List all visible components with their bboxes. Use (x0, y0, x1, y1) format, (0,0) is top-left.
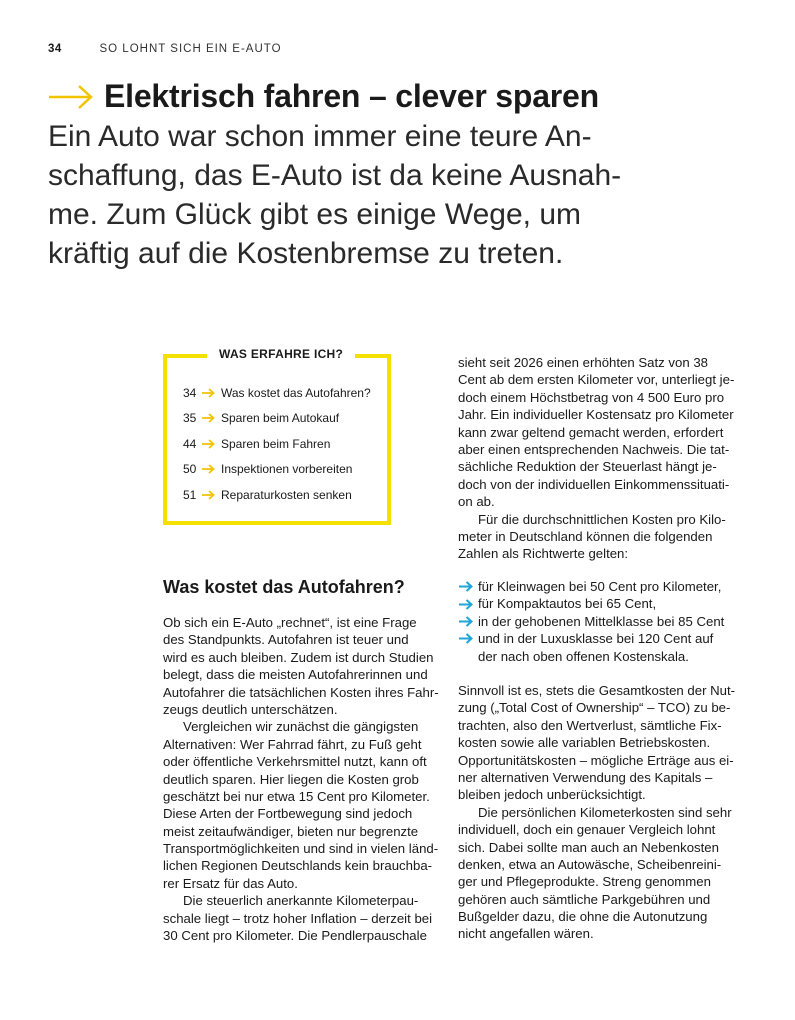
intro-text (48, 117, 688, 273)
text-line: bleiben jedoch unberücksichtigt. (458, 787, 646, 803)
list-item (458, 595, 724, 612)
text-line: schale liegt – trotz hoher Inflation – derzeit bei (163, 910, 433, 926)
text-line: kann zwar geltend gemacht werden, erfordert (458, 424, 724, 440)
arrow-right-icon (458, 599, 473, 610)
text-line: Opportunitätskosten – mögliche Erträge aus ei- (458, 752, 734, 768)
text-line: geschätzt bei nur etwa 15 Cent pro Kilometer. (163, 788, 430, 804)
list-item (458, 578, 724, 595)
toc-item[interactable] (183, 482, 371, 508)
intro-line: kräftig auf die Kostenbremse zu treten. (48, 237, 564, 270)
text-line: wird es auch bleiben. Zudem ist durch Studien (163, 649, 434, 665)
toc-heading: WAS ERFAHRE ICH? (207, 347, 355, 361)
bullet-text: für Kleinwagen bei 50 Cent pro Kilometer, (478, 579, 722, 594)
toc-label: Was kostet das Autofahren? (221, 385, 371, 400)
running-head (48, 43, 282, 55)
toc-page-number: 34 (183, 385, 197, 400)
section-heading: Was kostet das Autofahren? (163, 577, 405, 597)
text-line: deutlich sparen. Hier liegen die Kosten grob (163, 771, 419, 787)
text-line: oder öffentliche Verkehrsmittel nutzt, kann oft (163, 754, 427, 770)
text-line: kosten sowie alle variablen Betriebskosten. (458, 735, 711, 751)
right-column-text-2 (458, 682, 743, 943)
text-line: on ab. (458, 494, 495, 510)
toc-label: Sparen beim Fahren (221, 436, 331, 451)
text-line: 30 Cent pro Kilometer. Die Pendlerpauschale (163, 928, 427, 944)
text-line: meter in Deutschland können die folgenden (458, 528, 713, 544)
toc-list (183, 380, 371, 508)
toc-item[interactable] (183, 380, 371, 406)
list-item (458, 613, 724, 630)
text-line: des Standpunkts. Autofahren ist teuer und (163, 632, 409, 648)
intro-line: schaffung, das E-Auto ist da keine Ausnah- (48, 159, 622, 192)
toc-label: Inspektionen vorbereiten (221, 462, 353, 477)
text-line: Diese Arten der Fortbewegung sind jedoch (163, 806, 413, 822)
bullet-text: der nach oben offenen Kostenskala. (478, 648, 689, 664)
intro-line: Ein Auto war schon immer eine teure An- (48, 120, 592, 153)
arrow-right-icon (458, 616, 473, 627)
bullet-text: in der gehobenen Mittelklasse bei 85 Cent (478, 613, 725, 629)
right-column-text (458, 354, 743, 563)
list-item (458, 630, 724, 647)
text-line: Vergleichen wir zunächst die gängigsten (183, 719, 419, 735)
text-line: meist zeitaufwändiger, bieten nur begrenzte (163, 823, 419, 839)
text-line: sächliche Reduktion der Steuerlast hängt je- (458, 459, 717, 475)
text-line: gehören auch sämtliche Parkgebühren und (458, 891, 711, 907)
bullet-text: für Kompaktautos bei 65 Cent, (478, 596, 657, 612)
intro-line: me. Zum Glück gibt es einige Wege, um (48, 198, 581, 231)
text-line: ger und Pflegeprodukte. Streng genommen (458, 874, 711, 890)
page-title: Elektrisch fahren – clever sparen (104, 78, 599, 114)
text-line: Bußgelder dazu, die ohne die Autonutzung (458, 909, 708, 925)
title-row (48, 78, 599, 115)
toc-item[interactable] (183, 431, 371, 457)
text-line: rer Ersatz für das Auto. (163, 875, 298, 891)
toc-page-number: 50 (183, 462, 197, 477)
arrow-right-icon (458, 581, 473, 592)
text-line: zung („Total Cost of Ownership“ – TCO) zu be- (458, 700, 731, 716)
page-number: 34 (48, 43, 62, 55)
toc-page-number: 51 (183, 487, 197, 502)
text-line: Die steuerlich anerkannte Kilometerpau- (183, 893, 419, 909)
text-line: aber einen entsprechenden Nachweis. Die tat- (458, 441, 730, 457)
text-line: Zahlen als Richtwerte gelten: (458, 546, 629, 562)
toc-page-number: 44 (183, 436, 197, 451)
cost-bullet-list (458, 578, 724, 665)
text-line: sich. Dabei sollte man auch an Nebenkosten (458, 839, 719, 855)
text-line: doch einem Höchstbetrag von 4 500 Euro pro (458, 389, 725, 405)
arrow-right-icon (458, 633, 473, 644)
arrow-right-icon (201, 439, 215, 449)
text-line: Für die durchschnittlichen Kosten pro Kilo- (478, 511, 726, 527)
text-line: Autofahrer die tatsächlichen Kosten ihres Fahr- (163, 684, 439, 700)
text-line: individuell, doch ein genauer Vergleich lohnt (458, 822, 716, 838)
text-line: Sinnvoll ist es, stets die Gesamtkosten der Nut- (458, 683, 736, 698)
left-column-text (163, 614, 448, 944)
toc-box (163, 347, 391, 525)
text-line: Jahr. Ein individueller Kostensatz pro Kilometer (458, 407, 734, 423)
text-line: Transportmöglichkeiten und sind in vielen länd- (163, 841, 439, 857)
text-line: doch von der individuellen Einkommenssituati- (458, 476, 730, 492)
toc-page-number: 35 (183, 411, 197, 426)
bullet-text: und in der Luxusklasse bei 120 Cent auf (478, 631, 714, 647)
arrow-right-icon (201, 490, 215, 500)
toc-item[interactable] (183, 457, 371, 483)
arrow-right-icon (201, 388, 215, 398)
text-line: lichen Regionen Deutschlands kein brauchba- (163, 858, 433, 874)
arrow-right-icon (48, 83, 94, 111)
text-line: sieht seit 2026 einen erhöhten Satz von 38 (458, 355, 709, 370)
text-line: Ob sich ein E-Auto „rechnet“, ist eine Frage (163, 615, 417, 630)
text-line: ner alternativen Verwendung des Kapitals – (458, 769, 713, 785)
text-line: Cent ab dem ersten Kilometer vor, unterliegt je- (458, 372, 735, 388)
text-line: belegt, dass die meisten Autofahrerinnen und (163, 667, 428, 683)
text-line: denken, etwa an Autowäsche, Scheibenreini- (458, 856, 722, 872)
section-name: SO LOHNT SICH EIN E-AUTO (99, 43, 282, 55)
arrow-right-icon (201, 413, 215, 423)
toc-label: Sparen beim Autokauf (221, 411, 340, 426)
toc-label: Reparaturkosten senken (221, 487, 352, 502)
text-line: trachten, also den Wertverlust, sämtliche Fix- (458, 717, 722, 733)
text-line: Die persönlichen Kilometerkosten sind sehr (478, 804, 732, 820)
list-item-continuation (458, 648, 724, 665)
text-line: nicht angefallen wären. (458, 926, 594, 942)
toc-item[interactable] (183, 406, 371, 432)
text-line: zeugs deutlich unterschätzen. (163, 701, 338, 717)
arrow-right-icon (201, 464, 215, 474)
text-line: Alternativen: Wer Fahrrad fährt, zu Fuß geht (163, 736, 422, 752)
